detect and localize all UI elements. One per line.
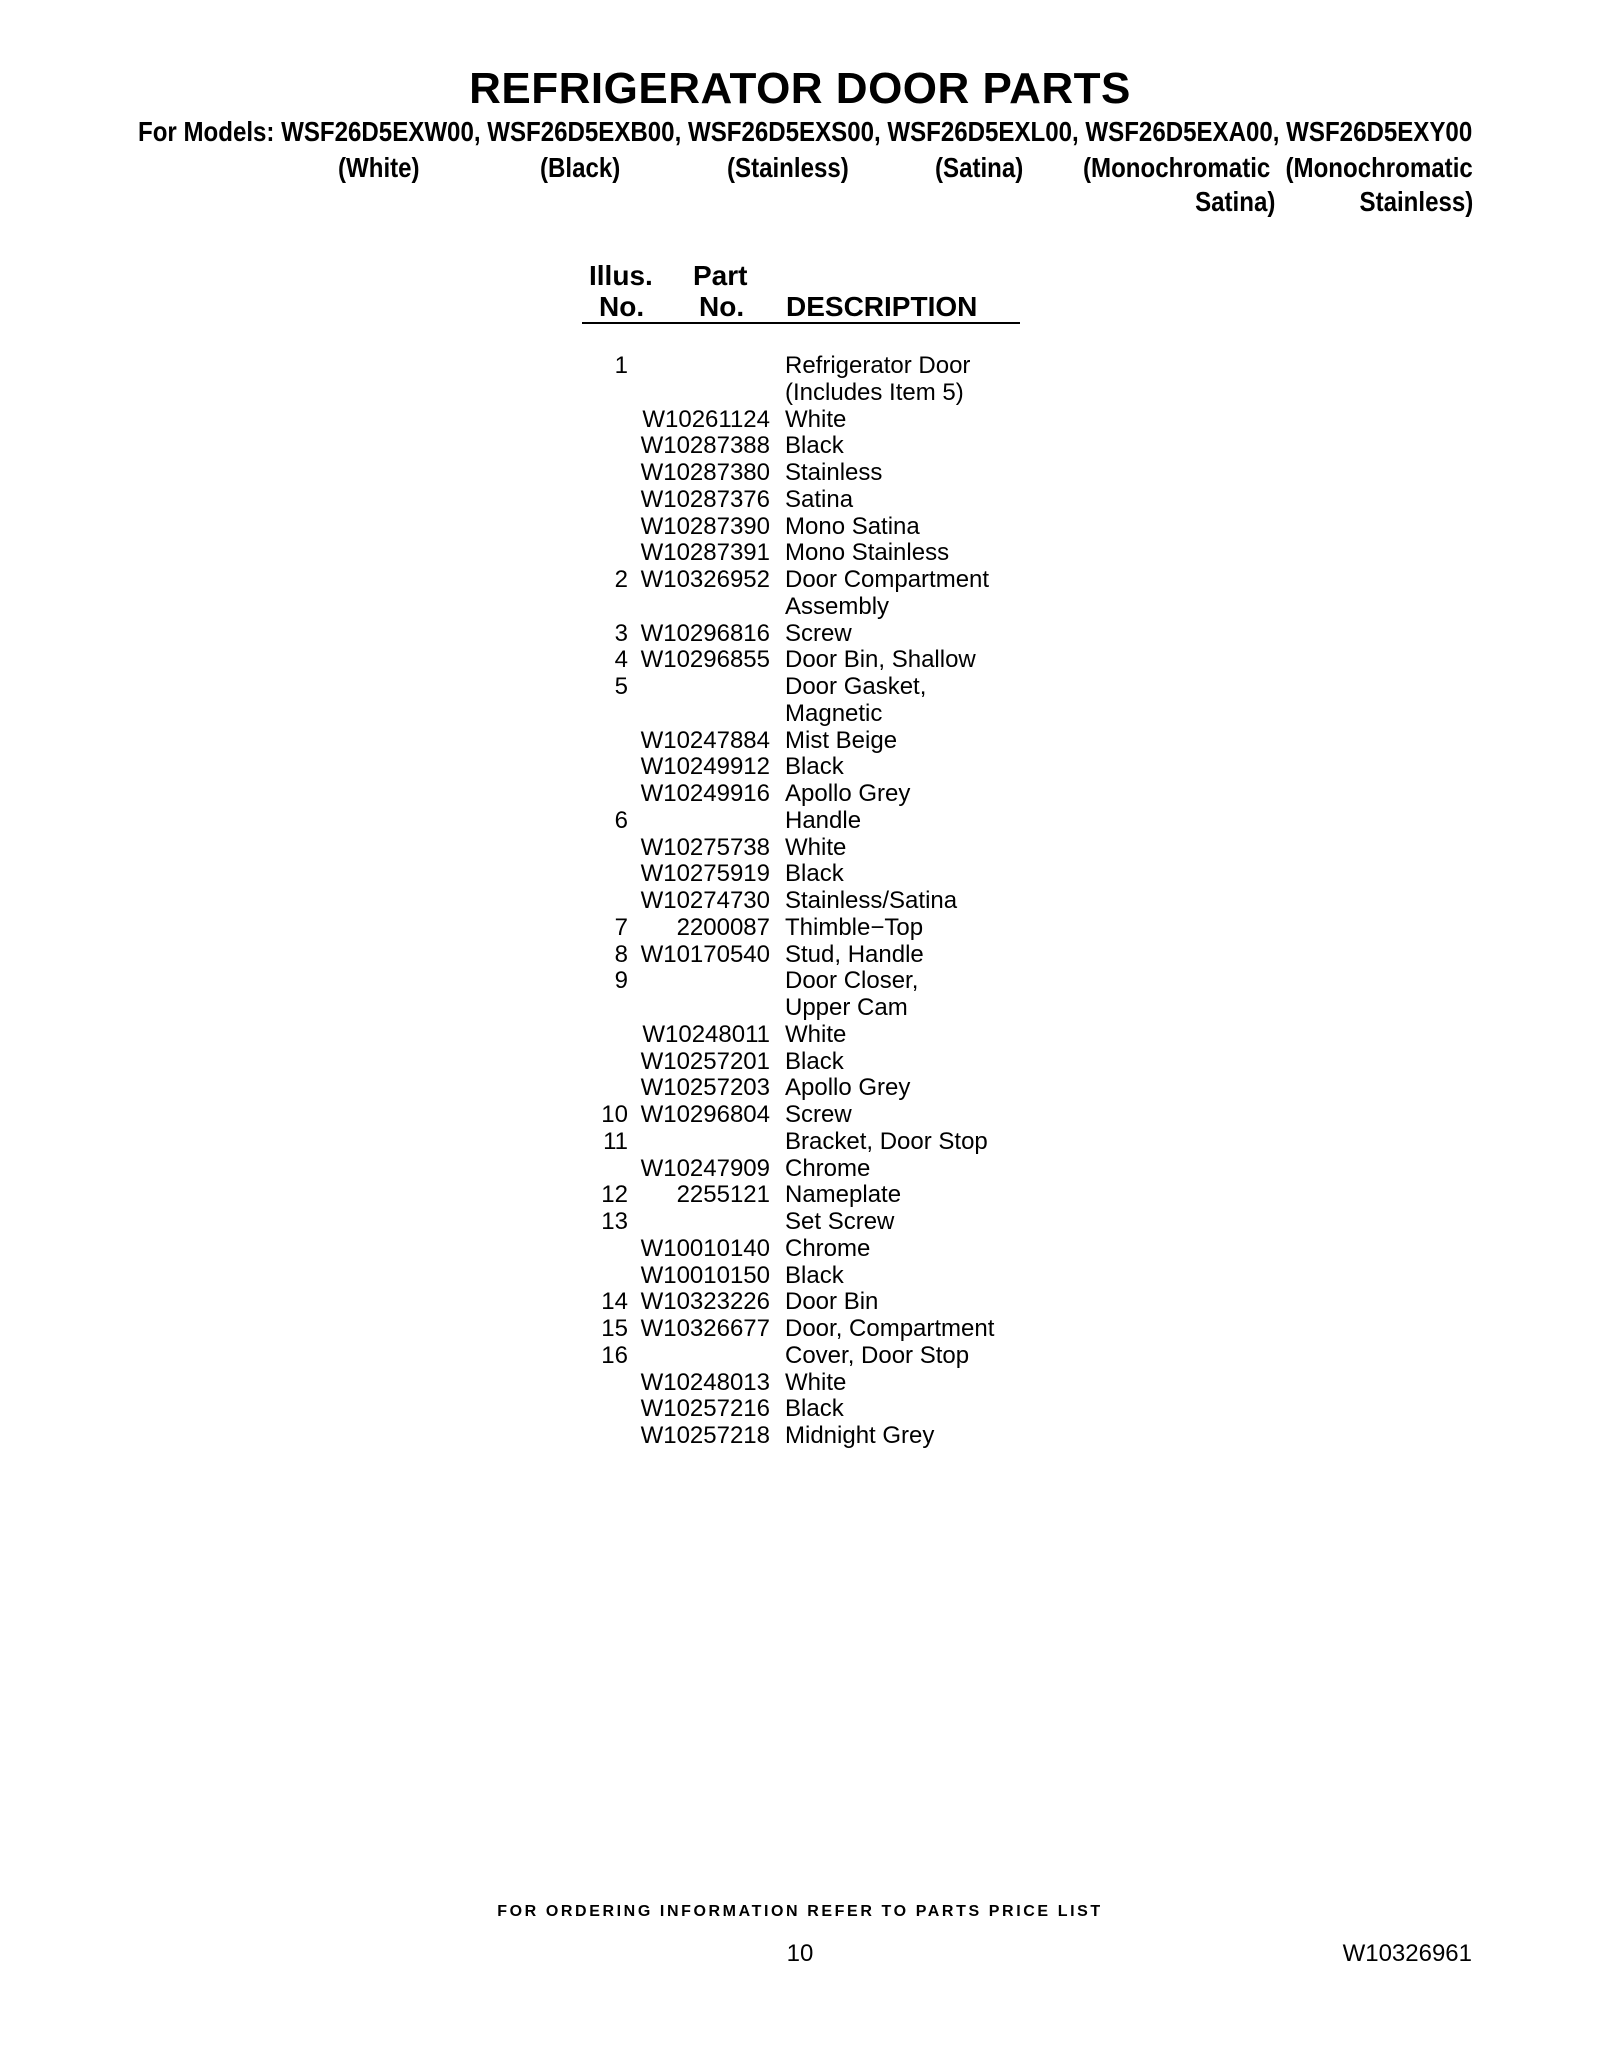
part-description: Screw	[785, 1101, 852, 1128]
table-row	[0, 486, 1600, 513]
part-description: Refrigerator Door	[785, 352, 971, 379]
part-description: Stainless	[785, 459, 883, 486]
header-description: DESCRIPTION	[786, 291, 978, 322]
table-row	[0, 727, 1600, 754]
part-description: Black	[785, 860, 844, 888]
table-row	[0, 1101, 1600, 1128]
table-row	[0, 379, 1600, 406]
table-row	[0, 834, 1600, 861]
part-description: Apollo Grey	[785, 1074, 911, 1102]
illus-number: 1	[614, 352, 628, 379]
part-description: Black	[785, 1047, 844, 1075]
table-row	[0, 673, 1600, 700]
variant-stainless: (Stainless)	[727, 152, 849, 183]
part-description: Door Gasket,	[785, 673, 927, 700]
table-row	[0, 700, 1600, 727]
part-description: Upper Cam	[785, 994, 908, 1021]
table-row	[0, 620, 1600, 647]
part-number: W10275738	[640, 833, 770, 861]
table-row	[0, 941, 1600, 968]
part-description: Mist Beige	[785, 726, 898, 754]
table-row	[0, 646, 1600, 673]
illus-number: 9	[614, 967, 628, 995]
table-row	[0, 1074, 1600, 1101]
part-description: White	[785, 833, 847, 861]
part-description: Satina	[785, 485, 854, 513]
table-row	[0, 860, 1600, 887]
table-row	[0, 593, 1600, 620]
part-number: 2255121	[676, 1181, 770, 1209]
table-row	[0, 539, 1600, 566]
part-description: Black	[785, 1395, 844, 1423]
illus-number: 14	[601, 1288, 628, 1316]
table-row	[0, 459, 1600, 486]
part-number: W10010150	[640, 1261, 770, 1289]
table-row	[0, 1235, 1600, 1262]
part-number: W10275919	[640, 860, 770, 888]
page-number: 10	[786, 1940, 814, 1967]
part-number: W10323226	[640, 1288, 770, 1316]
part-description: Apollo Grey	[785, 780, 911, 807]
part-number: W10287390	[640, 512, 770, 540]
table-row	[0, 1155, 1600, 1182]
part-description: Black	[785, 432, 844, 460]
part-description: Cover, Door Stop	[785, 1341, 970, 1369]
part-description: Chrome	[785, 1154, 871, 1182]
variant-mono-satina-line1: (Monochromatic	[1083, 152, 1271, 183]
table-row	[0, 1181, 1600, 1208]
part-description: Door Closer,	[785, 967, 919, 995]
illus-number: 2	[614, 566, 628, 593]
table-row	[0, 1395, 1600, 1422]
illus-number: 11	[603, 1127, 628, 1155]
part-description: Black	[785, 1261, 844, 1289]
part-description: Stainless/Satina	[785, 887, 958, 914]
part-description: White	[785, 405, 847, 433]
header-part-top: Part	[693, 260, 748, 291]
part-description: White	[785, 1020, 847, 1048]
part-description: Chrome	[785, 1234, 871, 1262]
part-description: Bracket, Door Stop	[785, 1127, 988, 1155]
part-number: W10248011	[642, 1020, 770, 1048]
part-number: W10248013	[640, 1368, 770, 1396]
illus-number: 12	[601, 1181, 628, 1209]
part-description: Door Bin, Shallow	[785, 646, 976, 674]
table-row	[0, 1422, 1600, 1449]
illus-number: 3	[614, 619, 628, 647]
part-description: Thimble−Top	[785, 913, 924, 941]
part-number: W10247909	[640, 1154, 770, 1182]
illus-number: 16	[601, 1341, 628, 1369]
part-number: W10326952	[640, 566, 770, 593]
table-row	[0, 1288, 1600, 1315]
table-row	[0, 914, 1600, 941]
table-row	[0, 1315, 1600, 1342]
illus-number: 15	[601, 1315, 628, 1342]
part-number: W10170540	[640, 940, 770, 968]
header-illus-top: Illus.	[589, 260, 653, 291]
part-number: W10274730	[640, 887, 770, 914]
part-description: Assembly	[785, 592, 890, 620]
part-number: W10287388	[640, 432, 770, 460]
part-description: Screw	[785, 619, 852, 647]
table-row	[0, 967, 1600, 994]
table-row	[0, 566, 1600, 593]
variant-mono-stainless-line1: (Monochromatic	[1285, 152, 1473, 183]
part-number: W10287380	[640, 459, 770, 486]
table-row	[0, 780, 1600, 807]
part-number: W10296816	[640, 619, 770, 647]
part-description: Mono Stainless	[785, 539, 950, 567]
illus-number: 4	[614, 646, 628, 674]
part-description: Door Bin	[785, 1288, 879, 1316]
part-description: Door, Compartment	[785, 1315, 995, 1342]
illus-number: 10	[601, 1101, 628, 1128]
table-row	[0, 994, 1600, 1021]
part-number: W10257203	[640, 1074, 770, 1102]
part-number: 2200087	[676, 913, 770, 941]
variant-satina: (Satina)	[935, 152, 1024, 183]
part-number: W10257218	[640, 1422, 770, 1449]
part-number: W10287376	[640, 485, 770, 513]
table-row	[0, 807, 1600, 834]
table-row	[0, 432, 1600, 459]
part-description: (Includes Item 5)	[785, 378, 964, 406]
part-description: White	[785, 1368, 847, 1396]
header-illus-bottom: No.	[599, 291, 645, 322]
variant-mono-satina-line2: Satina)	[1194, 186, 1275, 217]
document-number: W10326961	[1342, 1940, 1472, 1967]
illus-number: 5	[614, 673, 628, 700]
part-number: W10249916	[640, 780, 770, 807]
table-row	[0, 1342, 1600, 1369]
part-number: W10261124	[642, 405, 770, 433]
part-number: W10257216	[640, 1395, 770, 1423]
part-description: Midnight Grey	[785, 1422, 935, 1449]
ordering-note: FOR ORDERING INFORMATION REFER TO PARTS PRICE LIST	[497, 1903, 1103, 1920]
part-number: W10257201	[640, 1047, 770, 1075]
part-description: Magnetic	[785, 699, 883, 727]
header-rule	[582, 322, 1020, 324]
part-number: W10249912	[640, 753, 770, 781]
table-row	[0, 1208, 1600, 1235]
illus-number: 7	[614, 913, 628, 941]
variant-white: (White)	[338, 152, 420, 183]
part-number: W10247884	[640, 726, 770, 754]
part-number: W10296855	[640, 646, 770, 674]
illus-number: 6	[614, 806, 628, 834]
header-part-bottom: No.	[699, 291, 745, 322]
illus-number: 13	[601, 1208, 628, 1235]
part-description: Set Screw	[785, 1208, 895, 1235]
part-description: Black	[785, 753, 844, 781]
part-number: W10326677	[640, 1315, 770, 1342]
illus-number: 8	[614, 940, 628, 968]
part-number: W10010140	[640, 1234, 770, 1262]
table-row	[0, 352, 1600, 379]
part-number: W10287391	[640, 539, 770, 567]
table-row	[0, 753, 1600, 780]
variant-black: (Black)	[540, 152, 621, 183]
table-row	[0, 1048, 1600, 1075]
part-number: W10296804	[640, 1101, 770, 1128]
variant-mono-stainless-line2: Stainless)	[1359, 186, 1473, 217]
part-description: Nameplate	[785, 1181, 902, 1209]
table-row	[0, 887, 1600, 914]
table-row	[0, 1369, 1600, 1396]
table-row	[0, 1021, 1600, 1048]
part-description: Door Compartment	[785, 566, 990, 593]
part-description: Stud, Handle	[785, 940, 924, 968]
table-row	[0, 513, 1600, 540]
table-row	[0, 1262, 1600, 1289]
part-description: Mono Satina	[785, 512, 920, 540]
table-row	[0, 406, 1600, 433]
models-line: For Models: WSF26D5EXW00, WSF26D5EXB00, WSF26D5EXS00, WSF26D5EXL00, WSF26D5EXA00, WSF26D5EXY00	[138, 116, 1473, 147]
part-description: Handle	[785, 806, 862, 834]
table-row	[0, 1128, 1600, 1155]
page-title: REFRIGERATOR DOOR PARTS	[469, 64, 1131, 113]
